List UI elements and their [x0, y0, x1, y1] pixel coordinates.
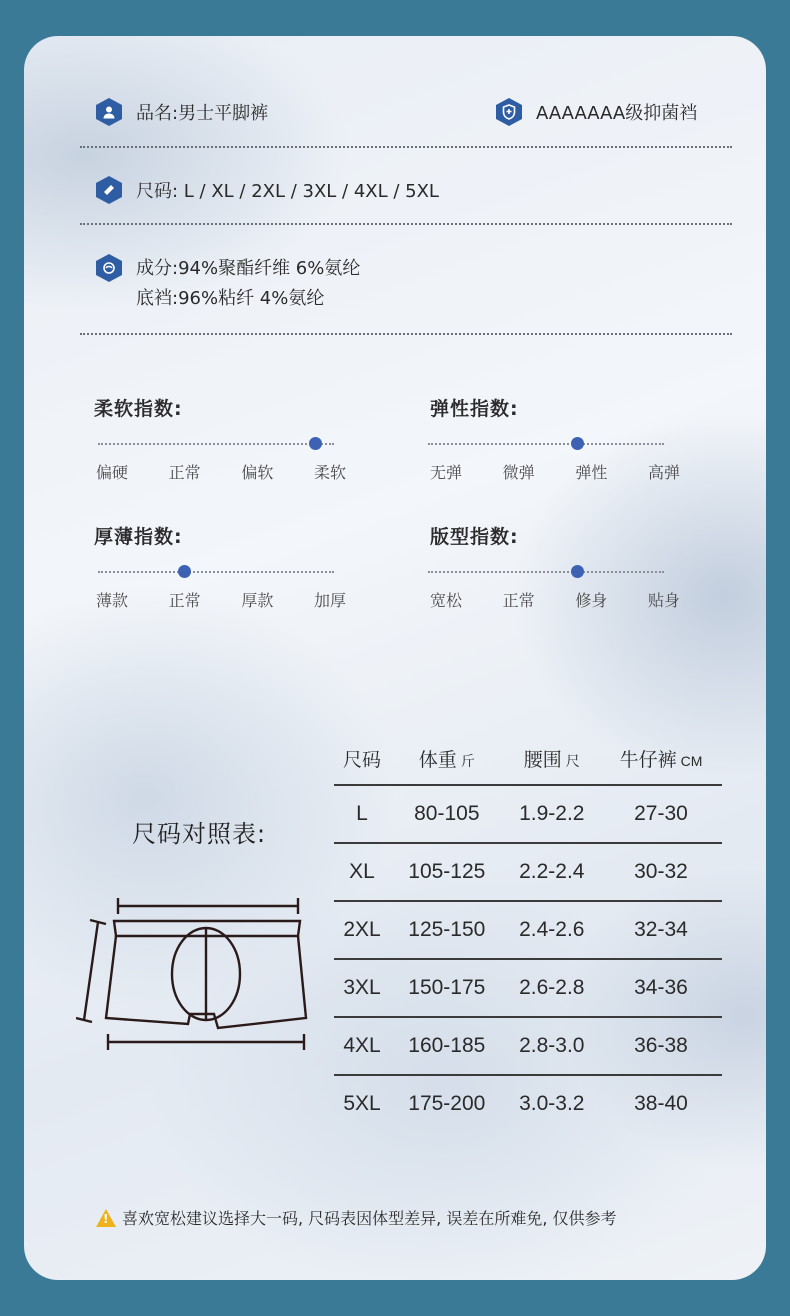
softness-scale: [98, 443, 334, 445]
scale-label: 厚款: [241, 591, 274, 610]
table-row: [334, 785, 722, 843]
scale-label: 偏软: [241, 463, 274, 482]
waist-cell: 2.8-3.0: [504, 1017, 600, 1075]
scale-label: 正常: [502, 591, 535, 610]
jeans-cell: 27-30: [600, 785, 722, 843]
scale-label: 柔软: [313, 463, 346, 482]
product-name: 品名:男士平脚裤: [136, 103, 269, 124]
elasticity-scale: [428, 443, 664, 445]
softness-title: 柔软指数:: [94, 398, 183, 420]
jeans-cell: 36-38: [600, 1017, 722, 1075]
divider: [80, 223, 732, 225]
scale-label: 加厚: [313, 591, 346, 610]
waist-cell: 3.0-3.2: [504, 1075, 600, 1132]
fit-labels: [430, 588, 680, 611]
size-notice: [96, 1206, 617, 1229]
antibacterial-label: AAAAAAA级抑菌裆: [536, 103, 698, 124]
size-list: 尺码: L / XL / 2XL / 3XL / 4XL / 5XL: [136, 181, 439, 202]
scale-label: 偏硬: [96, 463, 129, 482]
table-row: [334, 959, 722, 1017]
notice-text: 喜欢宽松建议选择大一码, 尺码表因体型差异, 误差在所难免, 仅供参考: [122, 1209, 617, 1228]
thickness-marker: [178, 565, 191, 578]
fit-marker: [571, 565, 584, 578]
divider: [80, 146, 732, 148]
thickness-labels: [96, 588, 346, 611]
scale-label: 无弹: [430, 463, 463, 482]
scale-label: 贴身: [647, 591, 680, 610]
weight-cell: 150-175: [390, 959, 504, 1017]
composition-row: [96, 254, 360, 314]
elasticity-marker: [571, 437, 584, 450]
divider: [80, 333, 732, 335]
elasticity-title: 弹性指数:: [430, 398, 519, 420]
scale-label: 宽松: [430, 591, 463, 610]
weight-cell: 125-150: [390, 901, 504, 959]
fit-title: 版型指数:: [430, 526, 519, 548]
size-cell: 4XL: [334, 1017, 390, 1075]
boxer-diagram: [76, 886, 316, 1056]
product-info-card: [24, 36, 766, 1280]
waist-cell: 2.6-2.8: [504, 959, 600, 1017]
scale-label: 修身: [575, 591, 608, 610]
waist-cell: 2.4-2.6: [504, 901, 600, 959]
weight-cell: 160-185: [390, 1017, 504, 1075]
table-header-row: [334, 732, 722, 785]
thickness-title: 厚薄指数:: [94, 526, 183, 548]
size-cell: 5XL: [334, 1075, 390, 1132]
scale-label: 高弹: [647, 463, 680, 482]
scale-label: 弹性: [575, 463, 608, 482]
jeans-cell: 38-40: [600, 1075, 722, 1132]
weight-cell: 175-200: [390, 1075, 504, 1132]
table-row: [334, 901, 722, 959]
fit-scale: [428, 571, 664, 573]
size-cell: L: [334, 785, 390, 843]
sizes-row: [96, 176, 439, 204]
softness-labels: [96, 460, 346, 483]
scale-label: 正常: [168, 463, 201, 482]
size-chart-title: 尺码对照表:: [132, 820, 267, 848]
size-table: [334, 732, 722, 1132]
header-jeans: 牛仔裤 CM: [619, 749, 703, 771]
scale-label: 薄款: [96, 591, 129, 610]
composition-text: 成分:94%聚酯纤维 6%氨纶: [136, 258, 361, 279]
jeans-cell: 32-34: [600, 901, 722, 959]
person-icon: [96, 98, 122, 126]
jeans-cell: 30-32: [600, 843, 722, 901]
size-cell: 2XL: [334, 901, 390, 959]
weight-cell: 105-125: [390, 843, 504, 901]
jeans-cell: 34-36: [600, 959, 722, 1017]
table-row: [334, 1075, 722, 1132]
fabric-icon: [96, 254, 122, 282]
tag-icon: [96, 176, 122, 204]
elasticity-labels: [430, 460, 680, 483]
product-name-row: [96, 98, 268, 126]
thickness-scale: [98, 571, 334, 573]
waist-cell: 2.2-2.4: [504, 843, 600, 901]
softness-marker: [309, 437, 322, 450]
antibacterial-row: [496, 98, 697, 126]
table-row: [334, 843, 722, 901]
weight-cell: 80-105: [390, 785, 504, 843]
size-cell: 3XL: [334, 959, 390, 1017]
crotch-text: 底裆:96%粘纤 4%氨纶: [136, 288, 325, 309]
size-cell: XL: [334, 843, 390, 901]
warning-icon: !: [96, 1209, 116, 1227]
scale-label: 正常: [168, 591, 201, 610]
header-size: 尺码: [343, 749, 382, 771]
header-weight: 体重 斤: [418, 749, 475, 771]
waist-cell: 1.9-2.2: [504, 785, 600, 843]
scale-label: 微弹: [502, 463, 535, 482]
shield-plus-icon: [496, 98, 522, 126]
table-row: [334, 1017, 722, 1075]
header-waist: 腰围 尺: [523, 749, 580, 771]
